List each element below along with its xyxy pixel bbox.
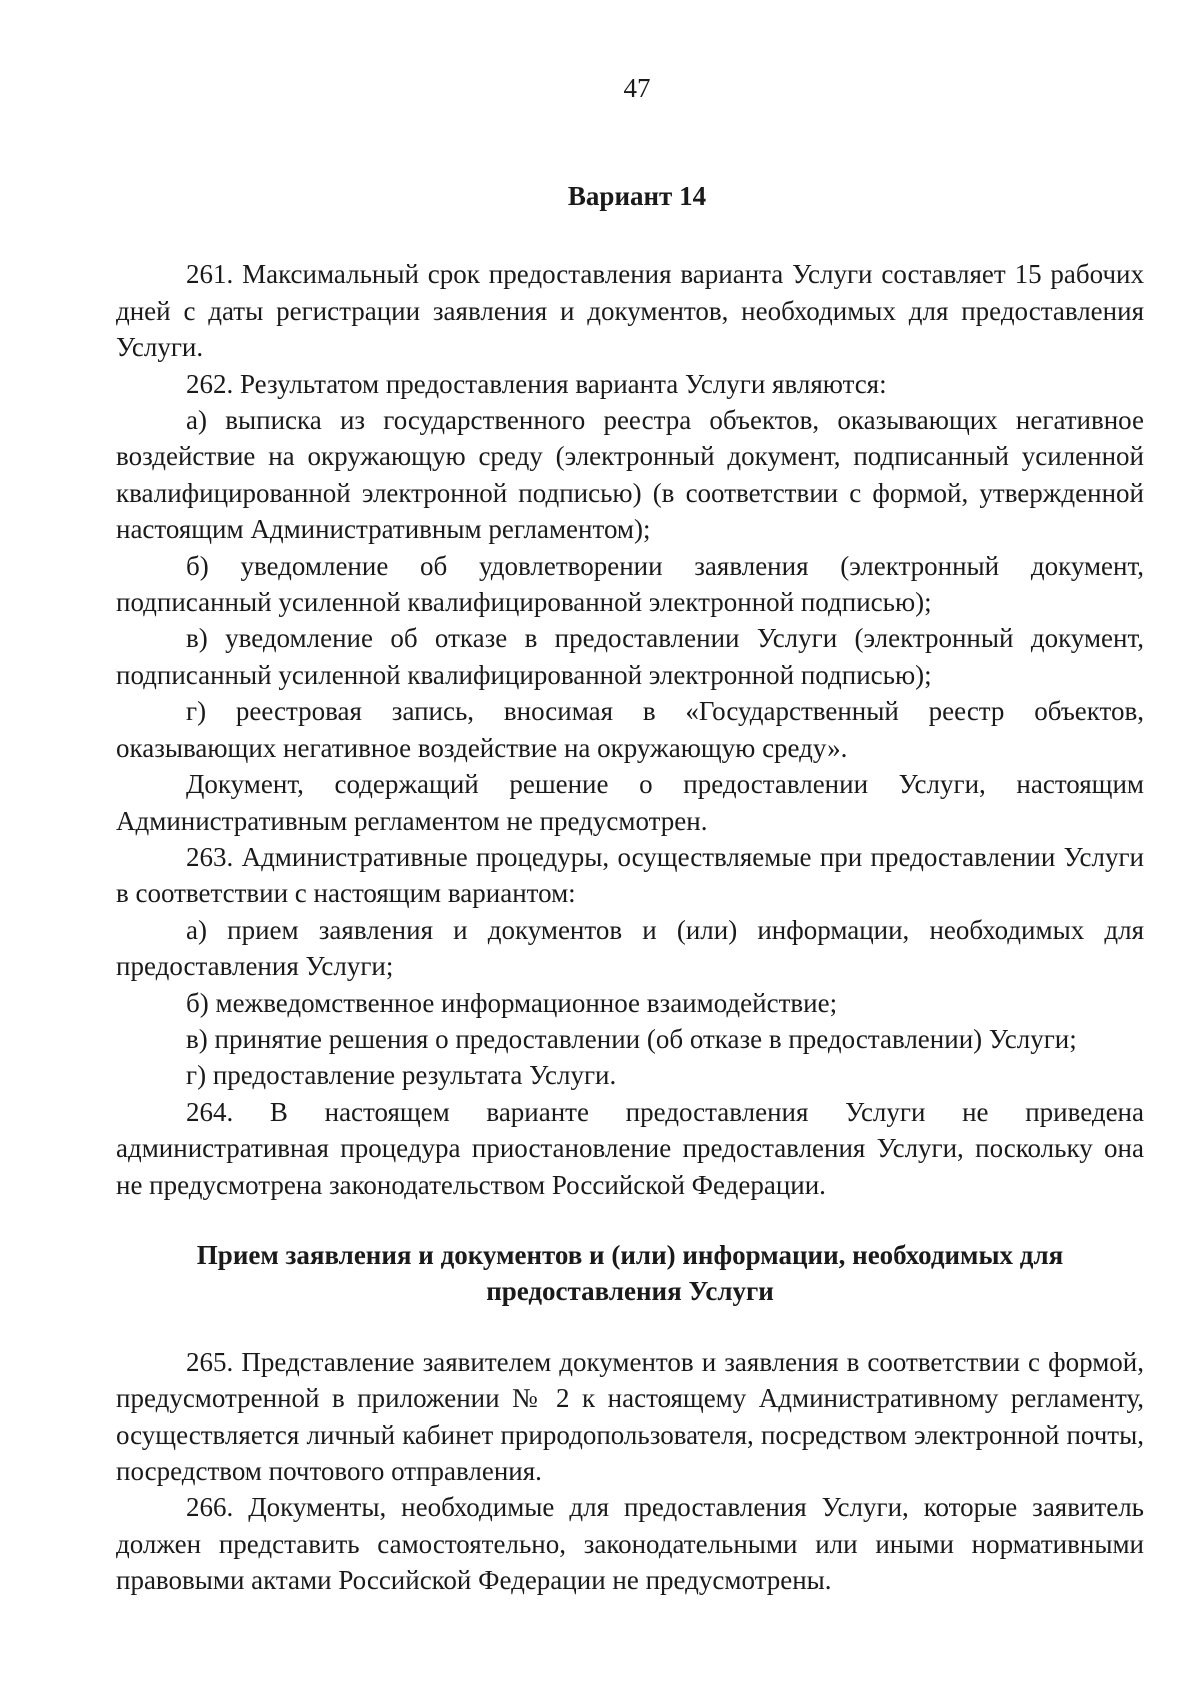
paragraph-262-b: б) уведомление об удовлетворении заявления (электронный документ, подписанный усиленной квалифицированной электронной подписью); <box>116 550 1144 618</box>
paragraph-263-v: в) принятие решения о предоставлении (об отказе в предоставлении) Услуги; <box>186 1023 1077 1054</box>
paragraph-265: 265. Представление заявителем документов и заявления в соответствии с формой, предусмотренной в приложении № 2 к настоящему Административному регламенту, осуществляется личный кабинет природопользователя, посредством электронной почты, посредством почтового отправления. <box>116 1346 1144 1486</box>
paragraph-262-v: в) уведомление об отказе в предоставлении Услуги (электронный документ, подписанный усиленной квалифицированной электронной подписью); <box>116 623 1144 690</box>
page-number: 47 <box>623 73 651 103</box>
paragraph-266: 266. Документы, необходимые для предоставления Услуги, которые заявитель должен представить самостоятельно, законодательными или иными нормативными правовыми актами Российской Федерации не предусмотрены. <box>116 1492 1144 1596</box>
section-title: Прием заявления и документов и (или) информации, необходимых для предоставления Услуги <box>196 1239 1064 1307</box>
paragraph-document-note: Документ, содержащий решение о предоставлении Услуги, настоящим Административным регламентом не предусмотрен. <box>116 769 1144 836</box>
paragraph-262-a: а) выписка из государственного реестра объектов, оказывающих негативное воздействие на окружающую среду (электронный документ, подписанный усиленной квалифицированной электронной подписью) (в соответствии с формой, утвержденной настоящим Административным регламентом); <box>116 405 1144 545</box>
paragraph-264: 264. В настоящем варианте предоставления Услуги не приведена административная процедура приостановление предоставления Услуги, поскольку она не предусмотрена законодательством Российской Федерации. <box>116 1096 1144 1200</box>
paragraph-262: 262. Результатом предоставления варианта Услуги являются: <box>186 368 887 399</box>
paragraph-262-g: г) реестровая запись, вносимая в «Государственный реестр объектов, оказывающих негативное воздействие на окружающую среду». <box>116 696 1144 763</box>
paragraph-263-a: а) прием заявления и документов и (или) информации, необходимых для предоставления Услуги; <box>116 914 1144 982</box>
paragraph-263-b: б) межведомственное информационное взаимодействие; <box>186 987 838 1018</box>
paragraph-263: 263. Административные процедуры, осуществляемые при предоставлении Услуги в соответствии с настоящим вариантом: <box>116 841 1144 909</box>
variant-title: Вариант 14 <box>567 181 707 211</box>
paragraph-261: 261. Максимальный срок предоставления варианта Услуги составляет 15 рабочих дней с даты регистрации заявления и документов, необходимых для предоставления Услуги. <box>116 259 1144 363</box>
paragraph-263-g: г) предоставление результата Услуги. <box>186 1060 617 1091</box>
